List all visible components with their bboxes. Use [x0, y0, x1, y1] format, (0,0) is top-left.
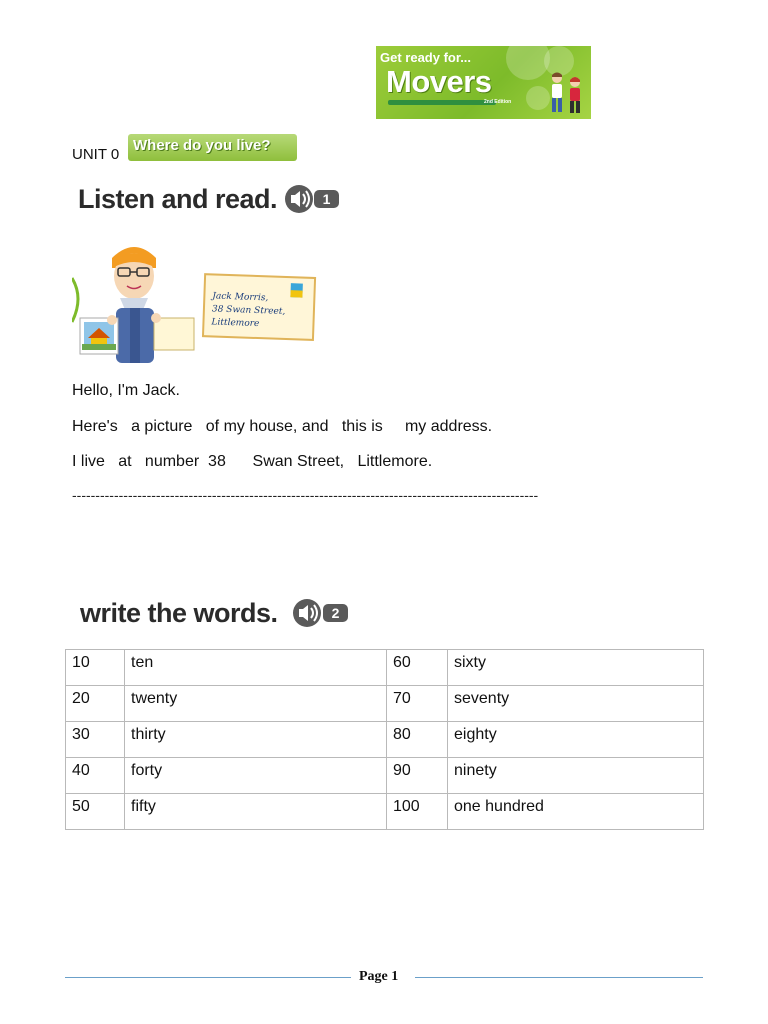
- unit-label: UNIT 0: [72, 146, 120, 163]
- word-cell: sixty: [448, 650, 704, 686]
- number-cell: 80: [387, 722, 448, 758]
- footer-rule-right: [415, 977, 703, 978]
- table-row: [66, 758, 704, 794]
- word-cell: ten: [125, 650, 387, 686]
- word-cell: seventy: [448, 686, 704, 722]
- listen-heading: Listen and read.: [78, 184, 278, 214]
- banner-edition-bar: [388, 100, 496, 105]
- number-cell: 10: [66, 650, 125, 686]
- text-line-3: I live at number 38 Swan Street, Littlemore.: [72, 453, 433, 470]
- number-cell: 40: [66, 758, 125, 794]
- jack-illustration: [72, 238, 322, 366]
- number-cell: 70: [387, 686, 448, 722]
- audio-track-icon[interactable]: [284, 184, 340, 214]
- table-row: [66, 722, 704, 758]
- word-cell: ninety: [448, 758, 704, 794]
- word-cell: thirty: [125, 722, 387, 758]
- audio-track-number: 2: [331, 605, 340, 621]
- word-cell: fifty: [125, 794, 387, 830]
- number-cell: 60: [387, 650, 448, 686]
- word-cell: eighty: [448, 722, 704, 758]
- envelope-line-town: Littlemore: [211, 317, 260, 330]
- table-row: [66, 686, 704, 722]
- unit-title-badge: [128, 134, 297, 161]
- word-cell: one hundred: [448, 794, 704, 830]
- text-line-1: Hello, I'm Jack.: [72, 382, 180, 399]
- unit-title: Where do you live?: [133, 137, 271, 154]
- number-cell: 50: [66, 794, 125, 830]
- number-cell: 90: [387, 758, 448, 794]
- text-line-2: Here's a picture of my house, and this is my address.: [72, 418, 493, 435]
- banner-edition: 2nd Edition: [484, 99, 512, 105]
- audio-track-number: 1: [322, 191, 331, 207]
- envelope-line-street: 38 Swan Street,: [211, 304, 286, 317]
- children-illustration-icon: [539, 70, 589, 118]
- word-cell: twenty: [125, 686, 387, 722]
- number-cell: 100: [387, 794, 448, 830]
- movers-banner: [376, 46, 591, 119]
- audio-track-icon[interactable]: [292, 598, 350, 628]
- word-cell: forty: [125, 758, 387, 794]
- write-heading: write the words.: [80, 598, 278, 628]
- banner-title: Movers: [386, 64, 492, 99]
- page-number: Page 1: [359, 969, 399, 984]
- footer-rule-left: [65, 977, 351, 978]
- number-cell: 20: [66, 686, 125, 722]
- table-row: [66, 794, 704, 830]
- separator-line: ----------------------------------------------------------------------------------------------------: [72, 487, 539, 503]
- table-row: [66, 650, 704, 686]
- envelope-line-name: Jack Morris,: [212, 291, 269, 304]
- banner-pre-title: Get ready for...: [380, 50, 472, 65]
- numbers-table: [65, 649, 704, 830]
- number-cell: 30: [66, 722, 125, 758]
